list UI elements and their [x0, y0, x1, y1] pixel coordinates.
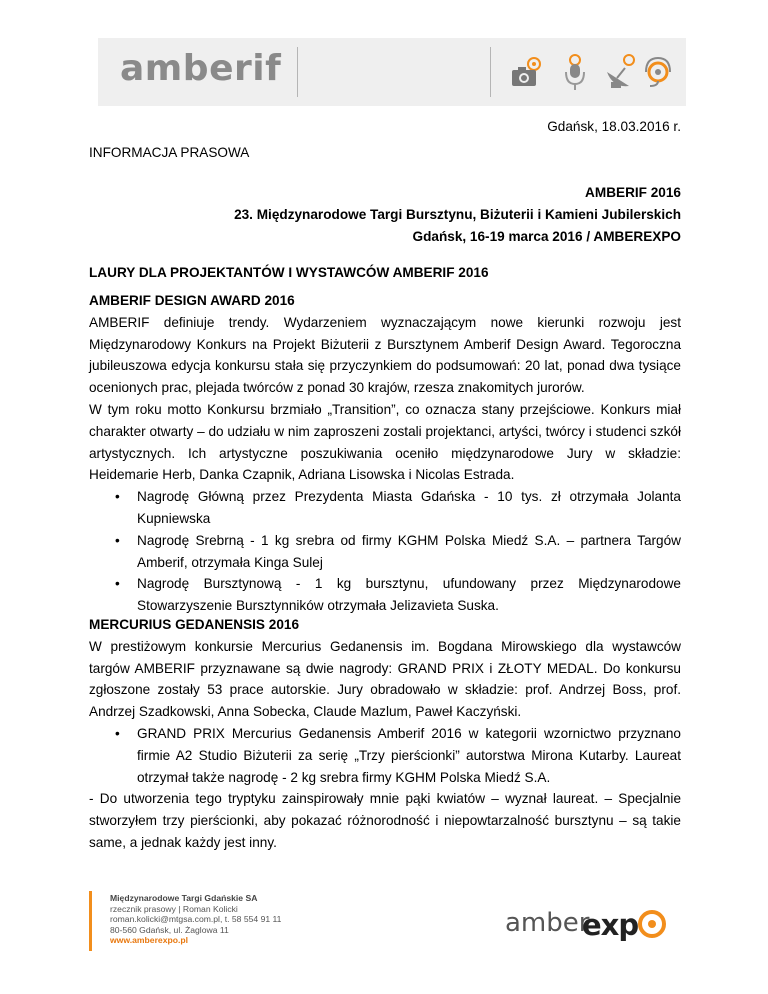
event-block — [89, 182, 681, 247]
date-line: Gdańsk, 18.03.2016 r. — [547, 119, 681, 134]
headset-icon — [640, 52, 674, 92]
footer-org: Międzynarodowe Targi Gdańskie SA — [110, 893, 258, 903]
section-design-award — [89, 290, 681, 617]
main-heading: LAURY DLA PROJEKTANTÓW I WYSTAWCÓW AMBERIF 2016 — [89, 265, 489, 280]
award-list — [89, 723, 681, 788]
footer-url[interactable]: www.amberexpo.pl — [110, 935, 188, 946]
footer-role: rzecznik prasowy | Roman Kolicki — [110, 903, 238, 914]
footer-contact-line: roman.kolicki@mtgsa.com.pl, t. 58 554 91 11 — [110, 914, 282, 925]
header-divider — [297, 47, 298, 97]
list-item: • Nagrodę Srebrną - 1 kg srebra od firmy KGHM Polska Miedź S.A. – partnera Targów Amberif, otrzymała Kinga Sulej — [137, 530, 681, 574]
paragraph: W tym roku motto Konkursu brzmiało „Transition”, co oznacza stany przejściowe. Konkurs miał charakter otwarty – do udziału w nim zaproszeni zostali projektanci, artyści, twórcy i studenci szkół artystycznych. Ich artystyczne poszukiwania oceniło międzynarodowe Jury w składzie: Heidemarie Herb, Danka Czapnik, Adriana Lisowska i Nicolas Estrada. — [89, 401, 681, 483]
header-divider — [490, 47, 491, 97]
document-label: INFORMACJA PRASOWA — [89, 145, 250, 160]
section-heading: MERCURIUS GEDANENSIS 2016 — [89, 617, 299, 632]
list-item: • GRAND PRIX Mercurius Gedanensis Amberif 2016 w kategorii wzornictwo przyznano firmie A2 Studio Biżuterii za serię „Trzy pierścionki” autorstwa Mirona Kutarby. Laureat otrzymał także nagrodę - 2 kg srebra firmy KGHM Polska Miedź S.A. — [137, 723, 681, 788]
microphone-icon — [558, 52, 592, 92]
amberif-logo: amberif — [120, 48, 282, 89]
satellite-dish-icon — [603, 52, 637, 92]
camera-icon — [510, 52, 544, 92]
paragraph: AMBERIF definiuje trendy. Wydarzeniem wyznaczającym nowe kierunki rozwoju jest Międzynarodowy Konkurs na Projekt Biżuterii z Bursztynem Amberif Design Award. Tegoroczna jubileuszowa edycja konkursu stała się przyczynkiem do podsumowań: 20 lat, ponad dwa tysiące ocenionych prac, plejada twórców z ponad 30 krajów, rzesza znakomitych jurorów. — [89, 314, 681, 396]
award-list — [89, 486, 681, 617]
quote-paragraph: - Do utworzenia tego tryptyku zainspirowały mnie pąki kwiatów – wyznał laureat. – Specjalnie stworzyłem trzy pierścionki, aby pokazać różnorodność i niepowtarzalność bursztynu – są takie same, a jednak każdy jest inny. — [89, 791, 681, 850]
section-heading: AMBERIF DESIGN AWARD 2016 — [89, 293, 295, 308]
event-date-venue: Gdańsk, 16-19 marca 2016 / AMBEREXPO — [412, 228, 681, 244]
footer-accent-bar — [89, 891, 92, 951]
footer-address: 80-560 Gdańsk, ul. Żaglowa 11 — [110, 924, 229, 935]
logo-ring-icon — [637, 909, 667, 939]
list-item: • Nagrodę Główną przez Prezydenta Miasta Gdańska - 10 tys. zł otrzymała Jolanta Kupniewska — [137, 486, 681, 530]
section-mercurius — [89, 614, 681, 854]
logo-amber-text: amber — [505, 908, 590, 938]
footer-contact — [110, 893, 281, 946]
event-title: AMBERIF 2016 — [585, 185, 681, 200]
event-subtitle: 23. Międzynarodowe Targi Bursztynu, Biżuterii i Kamieni Jubilerskich — [234, 206, 681, 222]
header-banner — [98, 38, 686, 106]
list-item: • Nagrodę Bursztynową - 1 kg bursztynu, ufundowany przez Międzynarodowe Stowarzyszenie Bursztynników otrzymała Jelizavieta Suska. — [137, 573, 681, 617]
paragraph: W prestiżowym konkursie Mercurius Gedanensis im. Bogdana Mirowskiego dla wystawców targów AMBERIF przyznawane są dwie nagrody: GRAND PRIX i ZŁOTY MEDAL. Do konkursu zgłoszone zostały 53 prace autorskie. Jury obradowało w składzie: prof. Andrzej Boss, prof. Andrzej Szadkowski, Anna Sobecka, Claude Mazlum, Paweł Kaczyński. — [89, 638, 681, 720]
logo-expo-text: exp — [582, 908, 639, 942]
amberexpo-logo — [505, 905, 675, 951]
